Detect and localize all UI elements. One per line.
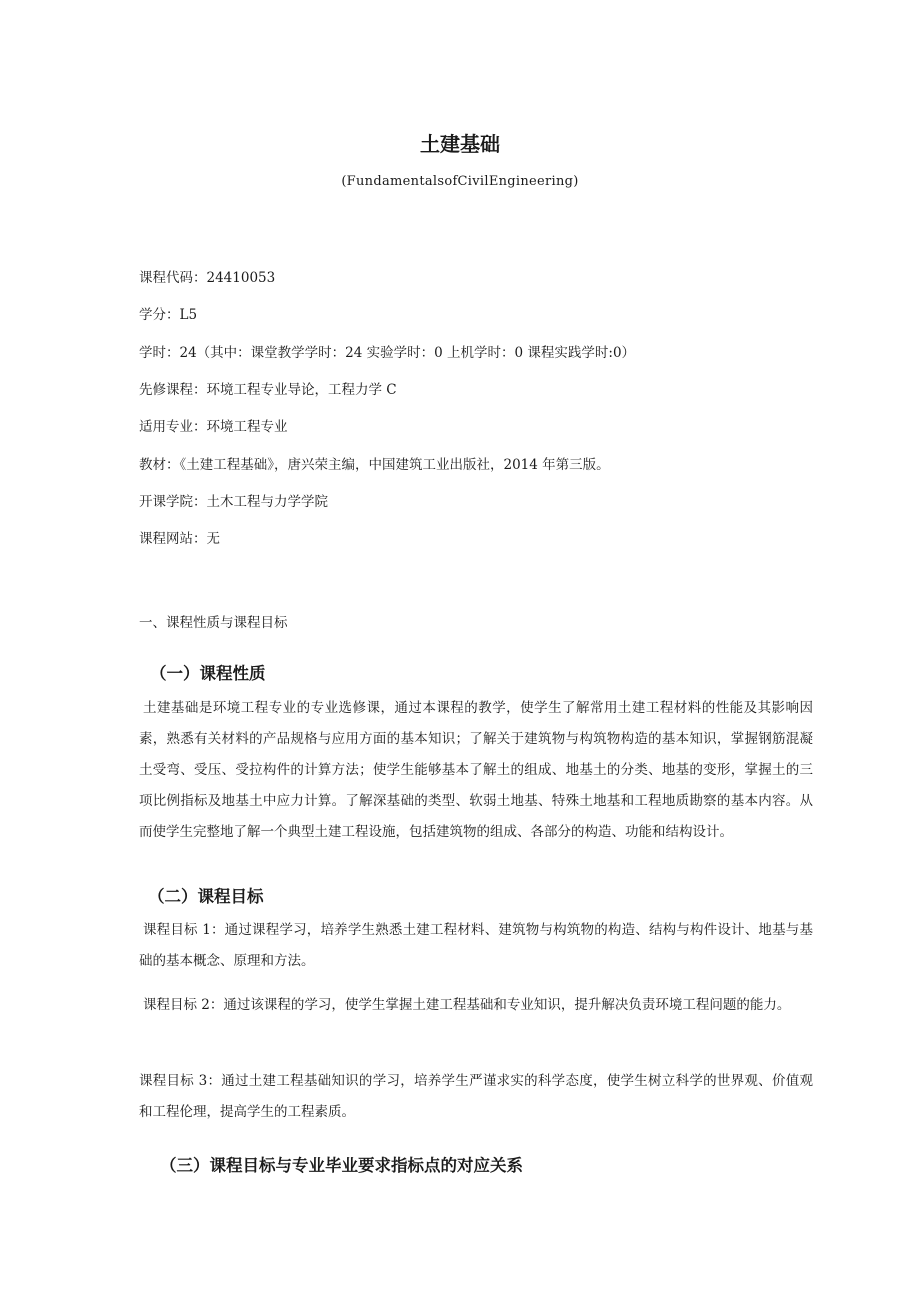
course-textbook: 教材：《土建工程基础》，唐兴荣主编，中国建筑工业出版社，2014 年第三版。 (139, 457, 610, 473)
goal-1-paragraph: 课程目标 1：通过课程学习，培养学生熟悉土建工程材料、建筑物与构筑物的构造、结构与构件设计、地基与基础的基本概念、原理和方法。 (139, 922, 813, 969)
course-website: 课程网站：无 (139, 531, 220, 547)
course-hours: 学时：24（其中：课堂教学学时：24 实验学时：0 上机学时：0 课程实践学时:0） (139, 345, 636, 361)
course-english-title: (FundamentalsofCivilEngineering) (341, 174, 579, 189)
course-credit: 学分：L5 (139, 307, 198, 323)
course-prerequisites: 先修课程：环境工程专业导论，工程力学 C (139, 382, 397, 398)
goal-3-paragraph: 课程目标 3：通过土建工程基础知识的学习，培养学生严谨求实的科学态度，使学生树立科学的世界观、价值观和工程伦理，提高学生的工程素质。 (139, 1073, 813, 1120)
goals-heading: （二）课程目标 (148, 887, 264, 906)
course-title: 土建基础 (420, 132, 500, 156)
course-code: 课程代码：24410053 (139, 270, 276, 286)
section-heading: 一、课程性质与课程目标 (139, 615, 288, 631)
course-major: 适用专业：环境工程专业 (139, 419, 288, 435)
course-college: 开课学院：土木工程与力学学院 (139, 494, 328, 510)
goal-2-paragraph: 课程目标 2：通过该课程的学习，使学生掌握土建工程基础和专业知识，提升解决负责环境工程问题的能力。 (143, 997, 791, 1013)
mapping-heading: （三）课程目标与专业毕业要求指标点的对应关系 (160, 1156, 523, 1175)
nature-heading: （一）课程性质 (150, 664, 266, 683)
nature-paragraph: 土建基础是环境工程专业的专业选修课，通过本课程的教学，使学生了解常用土建工程材料的性能及其影响因素，熟悉有关材料的产品规格与应用方面的基本知识；了解关于建筑物与构筑物构造的基本知识，掌握钢筋混凝土受弯、受压、受拉构件的计算方法；使学生能够基本了解土的组成、地基土的分类、地基的变形，掌握土的三项比例指标及地基土中应力计算。了解深基础的类型、软弱土地基、特殊土地基和工程地质勘察的基本内容。从而使学生完整地了解一个典型土建工程设施，包括建筑物的组成、各部分的构造、功能和结构设计。 (139, 700, 813, 840)
